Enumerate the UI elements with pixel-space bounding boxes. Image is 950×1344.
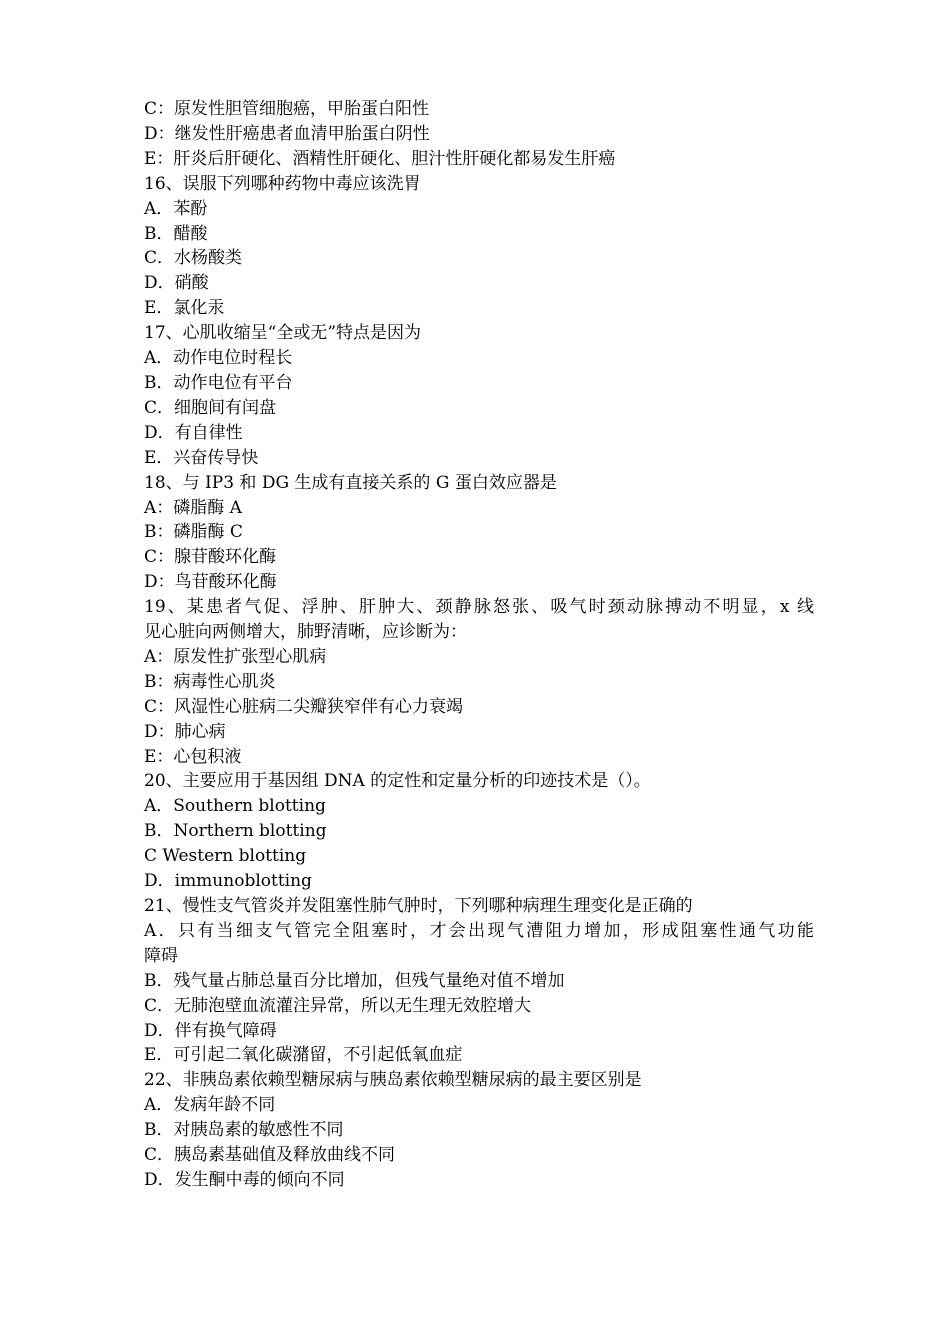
option-line: D．immunoblotting [144, 871, 312, 892]
question-line: 22、非胰岛素依赖型糖尿病与胰岛素依赖型糖尿病的最主要区别是 [144, 1070, 642, 1091]
question-line: 18、与 IP3 和 DG 生成有直接关系的 G 蛋白效应器是 [144, 472, 557, 493]
option-line: C：风湿性心脏病二尖瓣狭窄伴有心力衰竭 [144, 696, 464, 717]
option-line: C：原发性胆管细胞癌，甲胎蛋白阳性 [144, 99, 430, 119]
option-line: E：心包积液 [144, 746, 242, 767]
option-line: C：腺苷酸环化酶 [144, 547, 277, 568]
option-line: E．氯化汞 [144, 298, 225, 319]
option-line: D：继发性肝癌患者血清甲胎蛋白阴性 [144, 123, 430, 144]
option-line: C．水杨酸类 [144, 248, 243, 269]
option-line: E：肝炎后肝硬化、酒精性肝硬化、胆汁性肝硬化都易发生肝癌 [144, 148, 616, 169]
option-line: C Western blotting [144, 846, 307, 867]
option-line: B．残气量占肺总量百分比增加，但残气量绝对值不增加 [144, 970, 565, 991]
option-line: D：肺心病 [144, 721, 226, 742]
document-page [144, 97, 814, 1193]
option-line: B．醋酸 [144, 223, 208, 244]
option-line: A．只有当细支气管完全阻塞时，才会出现气漕阻力增加，形成阻塞性通气功能 [144, 920, 814, 941]
option-line: D．伴有换气障碍 [144, 1020, 277, 1041]
question-line: 19、某患者气促、浮肿、肝肿大、颈静脉怒张、吸气时颈动脉搏动不明显，x 线 [144, 597, 814, 618]
option-line: B．动作电位有平台 [144, 372, 293, 393]
question-line: 21、慢性支气管炎并发阻塞性肺气肿时，下列哪种病理生理变化是正确的 [144, 896, 693, 916]
option-line: A．苯酚 [144, 198, 208, 219]
option-line: E．兴奋传导快 [144, 447, 259, 468]
question-line: 17、心肌收缩呈“全或无”特点是因为 [144, 323, 422, 344]
option-line: A．Southern blotting [144, 796, 326, 817]
option-line: D．有自律性 [144, 422, 243, 443]
option-line: A．动作电位时程长 [144, 348, 293, 369]
option-line: B：病毒性心肌炎 [144, 671, 276, 692]
option-line: A．发病年龄不同 [144, 1095, 276, 1116]
option-line: B．Northern blotting [144, 821, 327, 842]
option-line: E．可引起二氧化碳潴留，不引起低氧血症 [144, 1045, 463, 1066]
option-line: B．对胰岛素的敏感性不同 [144, 1120, 344, 1141]
option-line: C．胰岛素基础值及释放曲线不同 [144, 1145, 396, 1166]
question-line: 20、主要应用于基因组 DNA 的定性和定量分析的印迹技术是（）。 [144, 771, 651, 792]
option-line: D．发生酮中毒的倾向不同 [144, 1169, 345, 1190]
question-line: 16、误服下列哪种药物中毒应该洗胃 [144, 173, 421, 194]
question-line-continued: 见心脏向两侧增大，肺野清晰，应诊断为： [144, 622, 467, 643]
option-line: C．无肺泡壁血流灌注异常，所以无生理无效腔增大 [144, 995, 532, 1016]
option-line: C．细胞间有闰盘 [144, 397, 277, 418]
option-line: A：原发性扩张型心肌病 [144, 646, 327, 667]
option-line: D．硝酸 [144, 273, 209, 294]
option-line: B：磷脂酶 C [144, 522, 243, 543]
option-line-continued: 障碍 [144, 945, 178, 966]
option-line: D：鸟苷酸环化酶 [144, 572, 277, 593]
option-line: A：磷脂酶 A [144, 497, 242, 518]
